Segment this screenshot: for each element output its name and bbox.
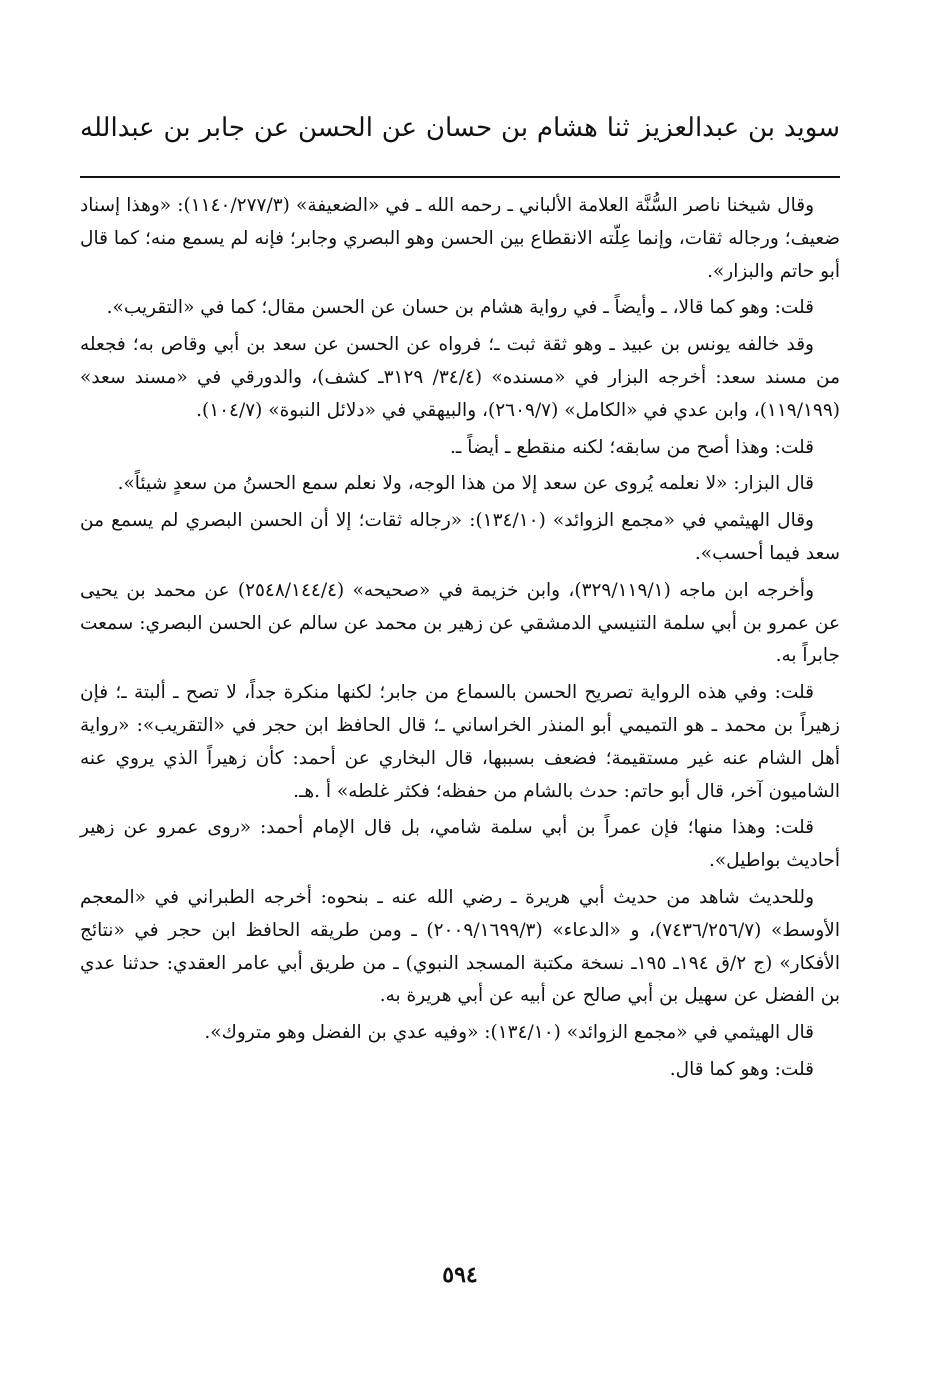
- paragraph-albani-quote: وقال شيخنا ناصر السُّنَّة العلامة الألباني ـ رحمه الله ـ في «الضعيفة» (١١٤٠/٢٧٧/٣): «وهذا إسناد ضعيف؛ ورجاله ثقات، وإنما عِلّته الانقطاع بين الحسن وهو البصري وجابر؛ فإنه لم يسمع منه؛ كما قال أبو حاتم والبزار».: [80, 195, 840, 282]
- paragraph-yunus-narration: وقد خالفه يونس بن عبيد ـ وهو ثقة ثبت ـ؛ فرواه عن الحسن عن سعد بن أبي وقاص به؛ فجعله من مسند سعد: أخرجه البزار في «مسنده» (٣٤/٤/ ٣١٢٩ـ كشف)، والدورقي في «مسند سعد» (١١٩/١٩٩)، وابن عدي في «الكامل» (٢٦٠٩/٧)، والبيهقي في «دلائل النبوة» (١٠٤/٧).: [80, 334, 840, 421]
- paragraph-bazzar-quote: قال البزار: «لا نعلمه يُروى عن سعد إلا من هذا الوجه، ولا نعلم سمع الحسنُ من سعدٍ شيئاً».: [117, 473, 814, 495]
- page-number: ٥٩٤: [442, 1262, 478, 1288]
- paragraph-haythami-quote-1: وقال الهيثمي في «مجمع الزوائد» (١٣٤/١٠): «رجاله ثقات؛ إلا أن الحسن البصري لم يسمع من سعد فيما أحسب».: [80, 510, 840, 564]
- paragraph-zuhair-comment: قلت: وفي هذه الرواية تصريح الحسن بالسماع من جابر؛ لكنها منكرة جداً، لا تصح ـ ألبتة ـ؛ فإن زهيراً بن محمد ـ هو التميمي أبو المنذر الخراساني ـ؛ قال الحافظ ابن حجر في «التقريب»: «رواية أهل الشام عنه غير مستقيمة؛ فضعف بسببها، قال البخاري عن أحمد: كأن زهيراً الذي يروي عنه الشاميون آخر، قال أبو حاتم: حدث بالشام من حفظه؛ فكثر غلطه» أ .هـ.: [80, 682, 840, 802]
- paragraph-comment-1: قلت: وهو كما قالا، ـ وأيضاً ـ في رواية هشام بن حسان عن الحسن مقال؛ كما في «التقريب».: [106, 297, 814, 319]
- header-divider: [80, 176, 840, 178]
- paragraph-final-comment: قلت: وهو كما قال.: [669, 1058, 814, 1080]
- paragraph-ibn-majah: وأخرجه ابن ماجه (٣٢٩/١١٩/١)، وابن خزيمة في «صحيحه» (٢٥٤٨/١٤٤/٤) عن محمد بن يحيى عن عمرو بن أبي سلمة التنيسي الدمشقي عن زهير بن محمد عن سالم عن الحسن البصري: سمعت جابراً به.: [80, 579, 840, 667]
- paragraph-comment-2: قلت: وهذا أصح من سابقه؛ لكنه منقطع ـ أيضاً ـ.: [450, 436, 814, 458]
- footnote-body: [80, 190, 840, 1091]
- paragraph-amr-comment: قلت: وهذا منها؛ فإن عمراً بن أبي سلمة شامي، بل قال الإمام أحمد: «روى عمرو عن زهير أحاديث بواطيل».: [80, 817, 840, 872]
- paragraph-haythami-quote-2: قال الهيثمي في «مجمع الزوائد» (١٣٤/١٠): «وفيه عدي بن الفضل وهو متروك».: [204, 1022, 814, 1044]
- page: [80, 0, 840, 1375]
- paragraph-abu-hurairah-witness: وللحديث شاهد من حديث أبي هريرة ـ رضي الله عنه ـ بنحوه: أخرجه الطبراني في «المعجم الأوسط» (٧٤٣٦/٢٥٦/٧)، و «الدعاء» (٢٠٠٩/١٦٩٩/٣) ـ ومن طريقه الحافظ ابن حجر في «نتائج الأفكار» (ج ٢/ق ١٩٤ـ ١٩٥ـ نسخة مكتبة المسجد النبوي) ـ من طريق أبي عامر العقدي: حدثنا عدي بن الفضل عن سهيل بن أبي صالح عن أبيه عن أبي هريرة به.: [80, 886, 841, 1007]
- page-header: سويد بن عبدالعزيز ثنا هشام بن حسان عن الحسن عن جابر بن عبدالله: [80, 113, 840, 143]
